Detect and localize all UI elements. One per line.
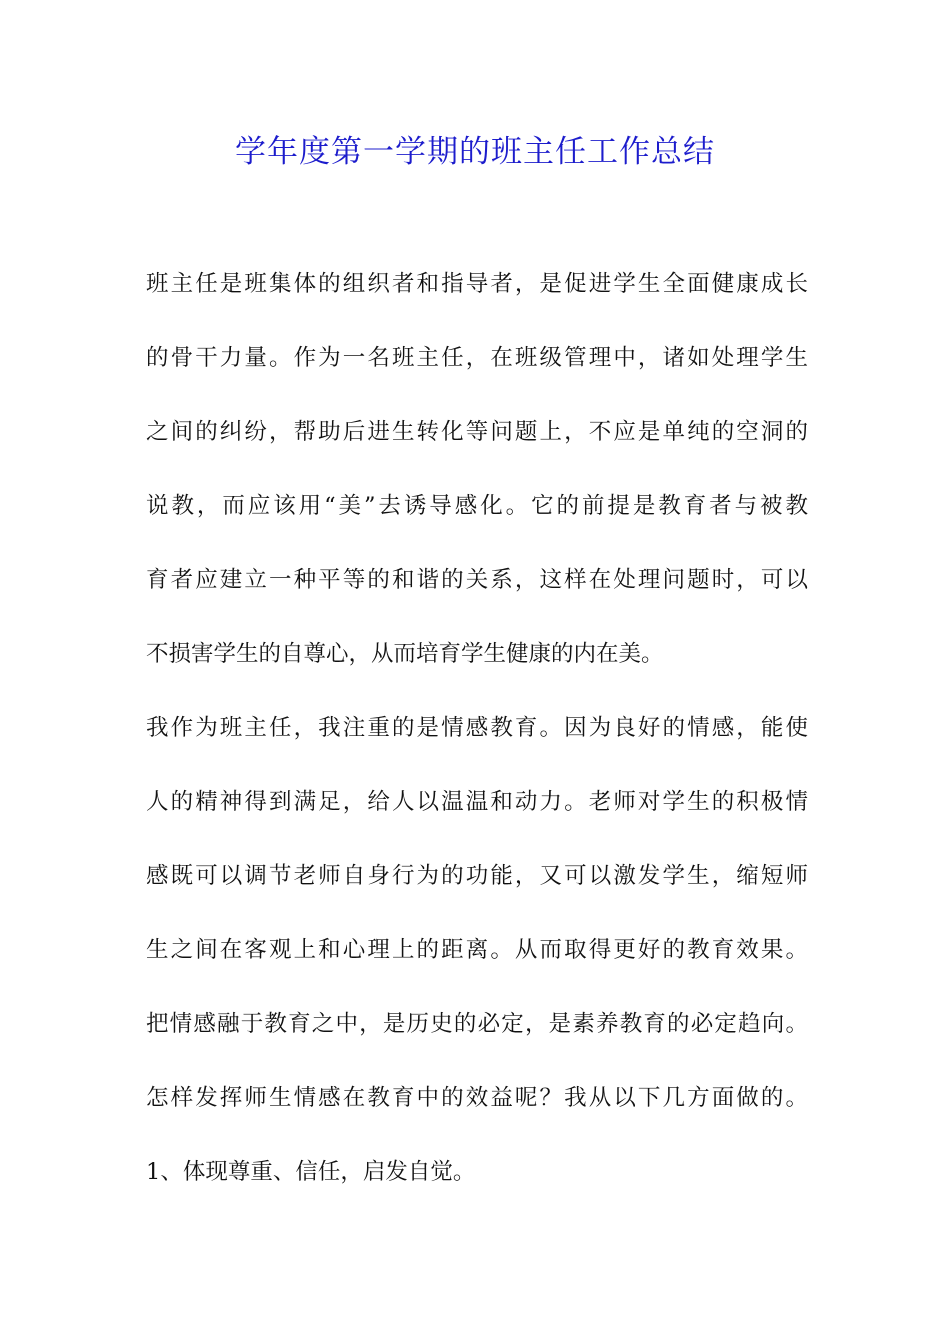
body-line: 之间的纠纷，帮助后进生转化等问题上，不应是单纯的空洞的 <box>146 419 808 445</box>
body-line: 生之间在客观上和心理上的距离。从而取得更好的教育效果。 <box>146 937 808 963</box>
body-line: 人的精神得到满足，给人以温温和动力。老师对学生的积极情 <box>146 789 808 815</box>
body-line: 班主任是班集体的组织者和指导者，是促进学生全面健康成长 <box>146 271 808 297</box>
document-title: 学年度第一学期的班主任工作总结 <box>235 134 715 170</box>
body-line: 的骨干力量。作为一名班主任，在班级管理中，诸如处理学生 <box>146 345 808 371</box>
body-line: 我作为班主任，我注重的是情感教育。因为良好的情感，能使 <box>146 715 808 741</box>
body-line: 不损害学生的自尊心，从而培育学生健康的内在美。 <box>146 641 664 667</box>
body-line: 说教，而应该用“美”去诱导感化。它的前提是教育者与被教 <box>146 493 808 519</box>
body-line: 1、体现尊重、信任，启发自觉。 <box>146 1159 476 1185</box>
body-line: 感既可以调节老师自身行为的功能，又可以激发学生，缩短师 <box>146 863 808 889</box>
body-line: 育者应建立一种平等的和谐的关系，这样在处理问题时，可以 <box>146 567 808 593</box>
body-line: 怎样发挥师生情感在教育中的效益呢？我从以下几方面做的。 <box>146 1085 808 1111</box>
body-line: 把情感融于教育之中，是历史的必定，是素养教育的必定趋向。 <box>146 1011 808 1037</box>
document-body <box>146 259 808 1221</box>
